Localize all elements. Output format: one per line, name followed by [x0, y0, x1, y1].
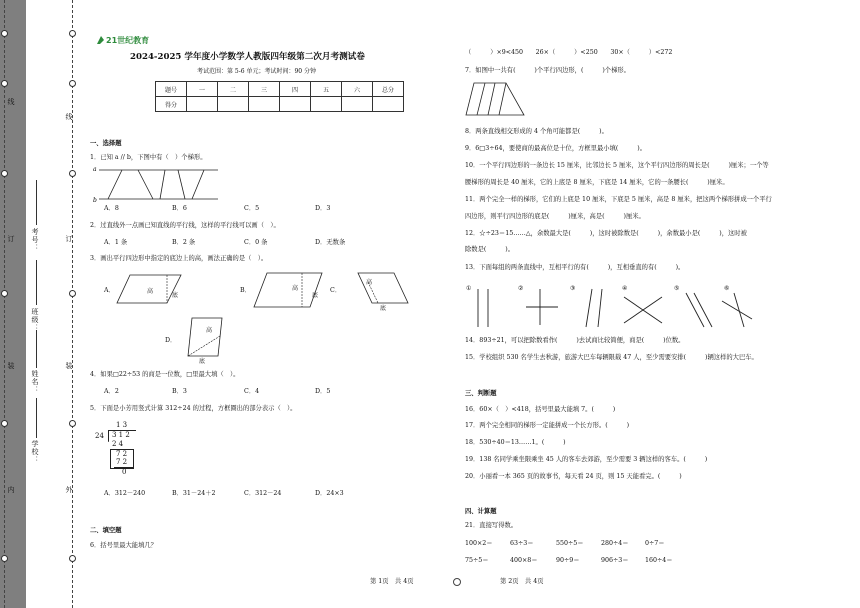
outer-binding-line [4, 0, 5, 608]
score-header-cell: 二 [218, 82, 249, 97]
binding-hole [69, 170, 76, 177]
question-text: 18．530÷40＝13……1。( ) [465, 439, 566, 446]
binding-hole [1, 555, 8, 562]
inner-binding-line [72, 0, 73, 608]
section-heading: 二、填空题 [90, 527, 122, 534]
score-cell[interactable] [373, 97, 404, 112]
page-subtitle: 考试范围：第 5-6 单元；考试时间：90 分钟 [197, 68, 317, 75]
binding-hole [1, 30, 8, 37]
calc-item: 400×8＝ [510, 557, 538, 564]
section-heading: 四、计算题 [465, 508, 497, 515]
field-name: 姓名： [31, 370, 39, 394]
parallelogram-figure-a [115, 272, 185, 306]
section-heading: 一、选择题 [90, 140, 122, 147]
option[interactable]: C．4 [244, 388, 260, 395]
score-cell[interactable] [311, 97, 342, 112]
score-header-cell: 题号 [156, 82, 187, 97]
option[interactable]: D． [165, 337, 177, 344]
svg-text:③: ③ [570, 285, 576, 292]
calc-item: 0÷7＝ [645, 540, 665, 547]
score-header-cell: 四 [280, 82, 311, 97]
binding-label: 装 [65, 362, 73, 370]
question-text: 19．138 名同学乘坐限乘坐 45 人的客车去郊游，至少需要 3 辆这样的客车。( ) [465, 456, 708, 463]
binding-hole [69, 420, 76, 427]
question-text: 3．画出平行四边形中指定的底边上的高，画法正确的是（ ）。 [90, 255, 268, 262]
parallelogram-figure-d [180, 316, 230, 364]
question-text: 1．已知 a // b，下图中有（ ）个梯形。 [90, 154, 207, 161]
option[interactable]: B．6 [172, 205, 187, 212]
question-text: 腰梯形的周长是 40 厘米，它的上底是 8 厘米，下底是 14 厘米，它的一条腰长( )厘米。 [465, 179, 729, 186]
svg-text:底: 底 [380, 305, 387, 312]
question-text: 6．括号里最大能填几？ [90, 542, 157, 549]
score-header-cell: 一 [187, 82, 218, 97]
question-text: 四边形，则平行四边形的底是( )厘米，高是( )厘米。 [465, 213, 645, 220]
option[interactable]: D．5 [315, 388, 331, 395]
question-text: 4．如果□22÷53 的商是一位数，□里最大填（ ）。 [90, 371, 240, 378]
question-text: 20．小丽看一本 365 页的故事书，每天看 24 页，则 15 天能看完。( ) [465, 473, 682, 480]
calc-item: 550÷5＝ [556, 540, 584, 547]
svg-text:⑤: ⑤ [674, 285, 680, 292]
page-title: 2024-2025 学年度小学数学人教版四年级第二次月考测试卷 [130, 52, 365, 62]
score-cell[interactable] [342, 97, 373, 112]
calc-item: 100×2＝ [465, 540, 493, 547]
score-cell[interactable] [249, 97, 280, 112]
question-text: （ ）×9<450 26×（ ）<250 30×（ ）<272 [465, 49, 673, 56]
binding-label: 内 [7, 486, 15, 494]
question-text: 7．如图中一共有( )个平行四边形，( )个梯形。 [465, 67, 630, 74]
question-text: 11．两个完全一样的梯形，它们的上底是 10 厘米，下底是 5 厘米，高是 8 厘米，把这两个梯形拼成一个平行 [465, 196, 772, 203]
option[interactable]: D．24×3 [315, 490, 344, 497]
option[interactable]: A．1 条 [104, 239, 128, 246]
calc-item: 280÷4＝ [601, 540, 629, 547]
calc-item: 906÷3＝ [601, 557, 629, 564]
binding-label: 线 [7, 98, 15, 106]
question-text: 9．6□3÷64，要使商的最高位是十位，方框里最小填( )。 [465, 145, 646, 152]
division-step: 7 2 [116, 450, 128, 458]
score-cell[interactable] [280, 97, 311, 112]
score-header-cell: 三 [249, 82, 280, 97]
binding-label: 线 [65, 113, 73, 121]
question-text: 2．过直线外一点画已知直线的平行线，这样的平行线可以画（ ）。 [90, 222, 280, 229]
score-header-cell: 总分 [373, 82, 404, 97]
line-pairs-figure [464, 283, 754, 331]
question-text: 17．两个完全相同的梯形一定能拼成一个长方形。( ) [465, 422, 630, 429]
brand-logo [95, 34, 153, 46]
question-text: 10．一个平行四边形的一条边长 15 厘米，比邻边长 5 厘米，这个平行四边形的周长是( )厘米；一个等 [465, 162, 769, 169]
field-exam-number: 考号： [31, 228, 39, 252]
option[interactable]: A．2 [104, 388, 119, 395]
field-line[interactable] [36, 260, 37, 305]
binding-hole [1, 420, 8, 427]
option[interactable]: A．312－240 [104, 490, 146, 497]
score-header-cell: 五 [311, 82, 342, 97]
option[interactable]: C．5 [244, 205, 260, 212]
calc-item: 63÷3＝ [510, 540, 534, 547]
field-line[interactable] [36, 398, 37, 438]
question-text: 12．☆÷23＝15……△，余数最大是( )，这时被除数是( )，余数最小是( )，这时被 [465, 230, 747, 237]
dividend: 3 1 2 [112, 431, 130, 439]
option[interactable]: D．3 [315, 205, 331, 212]
binding-hole [1, 290, 8, 297]
svg-text:②: ② [518, 285, 524, 292]
score-cell[interactable] [218, 97, 249, 112]
question-text: 16．60×（ ）<418，括号里最大能填 7。( ) [465, 406, 616, 413]
score-table [155, 81, 404, 112]
svg-text:a: a [93, 166, 97, 173]
svg-text:底: 底 [312, 292, 319, 299]
binding-label: 装 [7, 362, 15, 370]
question-text: 除数是( )。 [465, 246, 514, 253]
binding-hole [1, 80, 8, 87]
option[interactable]: B． [240, 287, 251, 294]
question-text: 13．下面每组的两条直线中，互相平行的有( )，互相垂直的有( )。 [465, 264, 685, 271]
svg-text:底: 底 [172, 292, 179, 299]
svg-text:①: ① [466, 285, 472, 292]
score-row-label: 得分 [156, 97, 187, 112]
binding-label: 订 [7, 235, 15, 243]
question-text: 15．学校组织 530 名学生去秋游，旅游大巴车每辆限载 47 人，至少需要安排( )辆这样的大巴车。 [465, 354, 758, 361]
option[interactable]: C．312－24 [244, 490, 282, 497]
question-text: 14．893÷21，可以把除数看作( )去试商比较简便，商是( )位数。 [465, 337, 685, 344]
field-class: 班级： [31, 308, 39, 332]
binding-hole [69, 80, 76, 87]
binding-hole [69, 30, 76, 37]
option[interactable]: B．31－24＋2 [172, 490, 216, 497]
binding-hole [1, 170, 8, 177]
question-text: 5．下面是小芳用竖式计算 312÷24 的过程，方框圈出的部分表示（ ）。 [90, 405, 297, 412]
parallelogram-figure-b [252, 270, 324, 310]
question-text: 21．直接写得数。 [465, 522, 518, 529]
option[interactable]: A．8 [104, 205, 119, 212]
svg-text:⑥: ⑥ [724, 285, 730, 292]
calc-item: 90÷9＝ [556, 557, 580, 564]
field-line[interactable] [36, 330, 37, 368]
svg-text:④: ④ [622, 285, 628, 292]
quotient: 1 3 [116, 421, 128, 429]
page-divider-circle [453, 578, 461, 586]
calc-item: 75÷5＝ [465, 557, 489, 564]
parallelogram-figure-c [338, 270, 410, 312]
division-step: 7 2 [116, 458, 128, 466]
divisor: 24 [95, 432, 104, 440]
long-division [92, 420, 142, 482]
option[interactable]: C．0 条 [244, 239, 268, 246]
svg-text:高: 高 [366, 279, 373, 286]
svg-text:高: 高 [292, 285, 299, 292]
binding-label: 外 [65, 486, 73, 494]
page-number: 第 1页 共 4页 [370, 578, 414, 585]
calc-item: 160÷4＝ [645, 557, 673, 564]
score-header-cell: 六 [342, 82, 373, 97]
option[interactable]: D．无数条 [315, 239, 346, 246]
section-heading: 三、判断题 [465, 390, 497, 397]
field-line[interactable] [36, 180, 37, 225]
binding-label: 订 [65, 235, 73, 243]
svg-text:高: 高 [206, 327, 213, 334]
trapezoid-figure [90, 164, 220, 206]
option[interactable]: B．2 条 [172, 239, 196, 246]
division-step: 2 4 [112, 440, 124, 448]
option[interactable]: A． [104, 287, 115, 294]
page-number: 第 2页 共 4页 [500, 578, 544, 585]
score-cell[interactable] [187, 97, 218, 112]
field-school: 学校： [31, 440, 39, 464]
question-text: 8．两条直线相交形成的 4 个角可能都是( )。 [465, 128, 608, 135]
binding-hole [69, 290, 76, 297]
remainder: 0 [122, 468, 127, 476]
binding-hole [69, 555, 76, 562]
parallelogram-trapezoid-figure [464, 80, 526, 118]
svg-text:底: 底 [199, 358, 206, 364]
option[interactable]: B．3 [172, 388, 187, 395]
svg-text:高: 高 [147, 288, 154, 295]
option[interactable]: C． [330, 287, 342, 294]
svg-text:21世纪教育: 21世纪教育 [106, 36, 150, 45]
svg-text:b: b [93, 197, 97, 204]
